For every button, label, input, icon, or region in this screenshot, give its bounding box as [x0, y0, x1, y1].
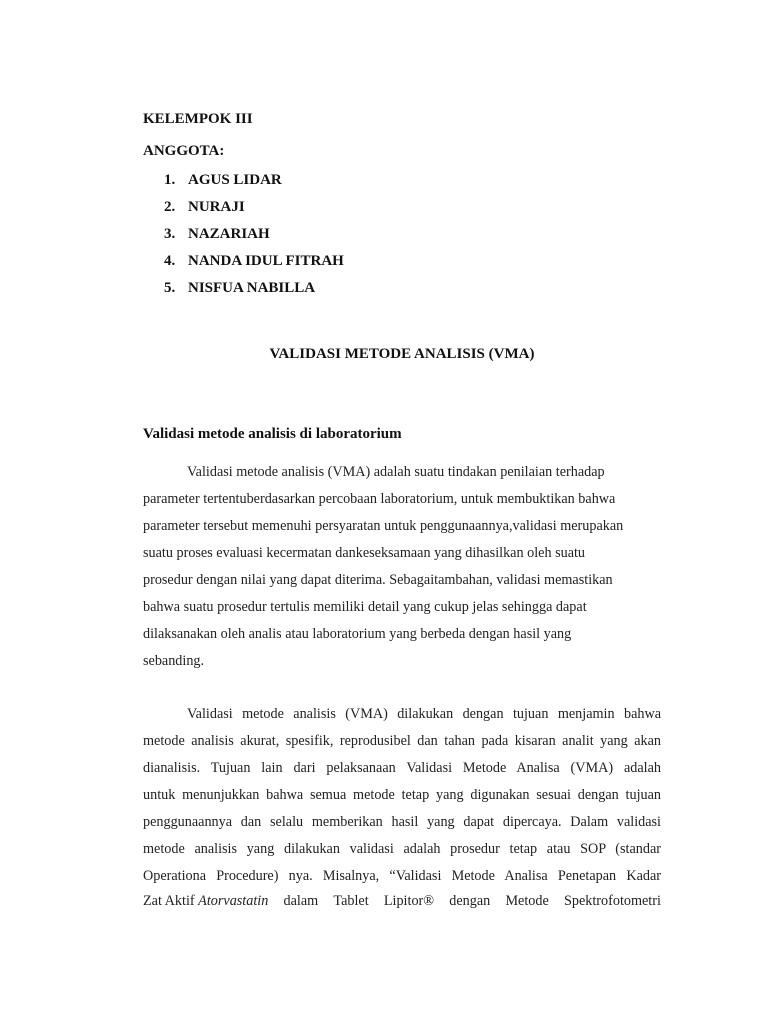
list-item-name: NAZARIAH — [188, 226, 270, 242]
paragraph-word: dengan — [449, 893, 491, 909]
paragraph-line: dianalisis. Tujuan lain dari pelaksanaan Validasi Metode Analisa (VMA) adalah — [143, 760, 661, 776]
list-item-name: NANDA IDUL FITRAH — [188, 253, 344, 269]
paragraph-line: dilaksanakan oleh analis atau laboratorium yang berbeda dengan hasil yang — [143, 626, 572, 642]
paragraph-line: untuk menunjukkan bahwa semua metode tetap yang digunakan sesuai dengan tujuan — [143, 787, 661, 803]
document-title: VALIDASI METODE ANALISIS (VMA) — [269, 346, 535, 362]
paragraph-word: Zat Aktif Atorvastatin — [143, 893, 269, 909]
paragraph-line: suatu proses evaluasi kecermatan dankeseksamaan yang dihasilkan oleh suatu — [143, 545, 586, 561]
list-item-number: 5. — [164, 280, 176, 296]
paragraph-line: bahwa suatu prosedur tertulis memiliki detail yang cukup jelas sehingga dapat — [143, 599, 587, 615]
list-item-number: 1. — [164, 172, 176, 188]
paragraph-word: Lipitor® — [383, 893, 435, 909]
paragraph-word: Metode — [505, 893, 549, 909]
paragraph-line — [143, 892, 661, 910]
list-item-name: AGUS LIDAR — [188, 172, 282, 188]
list-item-number: 2. — [164, 199, 176, 215]
list-item-name: NISFUA NABILLA — [188, 280, 316, 296]
paragraph-line: metode analisis akurat, spesifik, reprodusibel dan tahan pada kisaran analit yang akan — [143, 733, 661, 749]
paragraph-line: sebanding. — [143, 653, 205, 669]
members-label: ANGGOTA: — [143, 143, 225, 159]
drug-name: Atorvastatin — [198, 893, 269, 909]
paragraph-line: Validasi metode analisis (VMA) adalah suatu tindakan penilaian terhadap — [187, 464, 605, 480]
list-item-number: 4. — [164, 253, 176, 269]
paragraph-line: Operationa Procedure) nya. Misalnya, “Validasi Metode Analisa Penetapan Kadar — [143, 868, 661, 884]
paragraph-word: Tablet — [333, 893, 369, 909]
paragraph-line: penggunaannya dan selalu memberikan hasil yang dapat dipercaya. Dalam validasi — [143, 814, 661, 830]
paragraph-line: prosedur dengan nilai yang dapat diterima. Sebagaitambahan, validasi memastikan — [143, 572, 613, 588]
paragraph-word: dalam — [283, 893, 319, 909]
paragraph-line: Validasi metode analisis (VMA) dilakukan dengan tujuan menjamin bahwa — [187, 706, 661, 722]
paragraph-line: parameter tersebut memenuhi persyaratan untuk penggunaannya,validasi merupakan — [143, 518, 624, 534]
list-item-number: 3. — [164, 226, 176, 242]
paragraph-line: metode analisis yang dilakukan validasi adalah prosedur tetap atau SOP (standar — [143, 841, 661, 857]
list-item-name: NURAJI — [188, 199, 245, 215]
group-label: KELEMPOK III — [143, 111, 253, 127]
paragraph-word: Spektrofotometri — [563, 893, 661, 909]
paragraph-line: parameter tertentuberdasarkan percobaan laboratorium, untuk membuktikan bahwa — [143, 491, 616, 507]
section-heading: Validasi metode analisis di laboratorium — [143, 426, 402, 442]
